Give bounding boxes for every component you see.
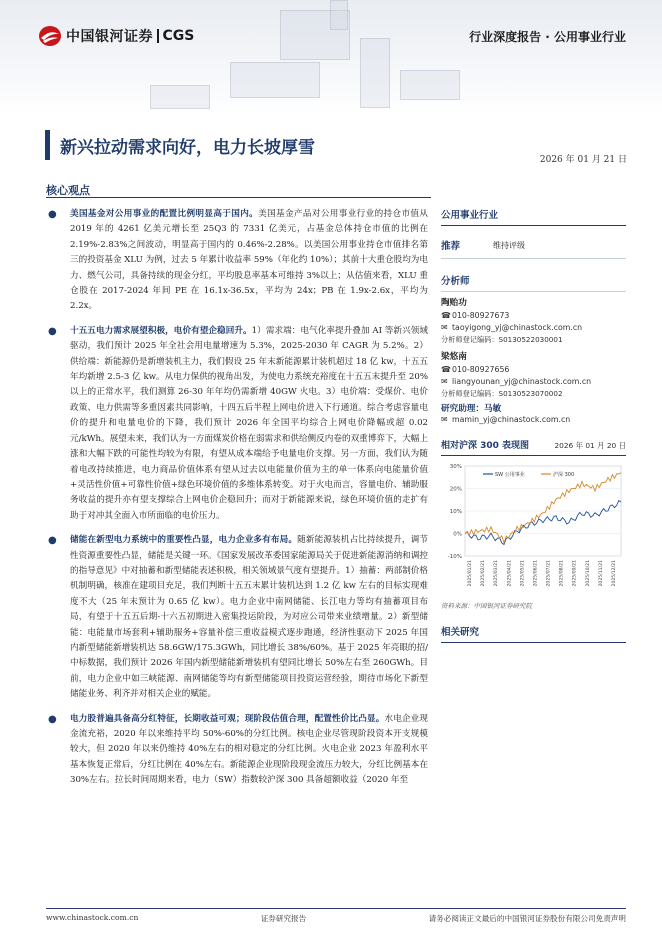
footer [46,913,626,924]
logo-text-cn: 中国银河证券 [66,29,153,45]
x-tick-label: 2025/09/21 [572,560,578,587]
paragraph-dividends [46,712,428,789]
paragraph-body: 随新能源装机占比持续提升，调节性资源重要性凸显，储能是关键一环。《国家发展改革委国家能源局关于促进新能源消纳和调控的指导意见》中对抽蓄和新型储能表述积极，相关领域景气度有望提升。1）抽蓄：两部制价格机制明确，核准在建项目充足，我们判断十五五末累计装机达到 1.2 亿 kw 左右的目标实现难度不大（25 年末预计为 0.65 亿 kw）。电力企业中南网储能、长江电力等均有抽蓄项目布局，有望于十五五后期-十六五初期进入密集投运阶段，为对应公司带来业绩增量。2）新型储能：电能量市场套利+辅助服务+容量补偿三重收益模式逐步跑通，经济性驱动下 2025 年国内新型储能新增装机达 58.6GW/175.3GWh，同比增长 38%/60%。基于 2025 年亮眼的招/中标数据，我们预计 2026 年国内新型储能新增装机有望同比增长 50%左右至 260GWh。目前，电力企业中如三峡能源、南网储能等均有新型储能项目投资运营经验，期待市场化下新型储能业务、利齐并对相关企业的赋能。 [70,535,429,700]
performance-chart [441,460,626,595]
rating-label: 推荐 [441,241,461,252]
page-title: 新兴拉动需求向好，电力长坡厚雪 [60,138,315,158]
chart-date: 2026 年 01 月 20 日 [554,441,626,450]
footer-center: 证券研究报告 [260,914,307,923]
logo-mark-icon [38,25,62,47]
email-icon: ✉ [441,415,448,424]
paragraph-demand-outlook [46,324,428,524]
logo-divider [157,29,159,43]
analyst-phone: 010-80927656 [452,365,510,374]
x-tick-label: 2025/11/21 [598,560,604,587]
y-tick-label: 10% [449,509,462,515]
phone-icon: ☎ [441,365,451,374]
analyst-phone-row [441,310,626,322]
x-tick-label: 2025/06/21 [533,560,539,587]
email-icon: ✉ [441,323,448,332]
x-tick-label: 2025/08/21 [559,560,565,587]
footer-disclaimer: 请务必阅读正文最后的中国银河证券股份有限公司免责声明 [428,914,626,923]
analyst-phone-row [441,364,626,376]
footer-divider [46,908,626,909]
analyst-email-row [441,322,626,334]
analyst-email[interactable]: taoyigong_yj@chinastock.com.cn [452,323,583,332]
series-line [465,501,621,545]
x-tick-label: 2025/05/21 [520,560,526,587]
bullet-icon: ● [48,325,57,337]
core-views-divider [46,197,431,198]
paragraph-lead: 美国基金对公用事业的配置比例明显高于国内。 [70,209,259,219]
main-column [46,207,428,798]
y-tick-label: -10% [447,554,462,560]
paragraph-body: 美国基金产品对公用事业行业的持仓市值从 2019 年的 4261 亿美元增长至 25Q3 的 7331 亿美元，占基金总体持仓市值的比例在 2.19%-2.83%之间波动，明显高于国内的 0.46%-2.28%。以美国公用事业持仓市值排名第三的投资基金 XLU 为例，过去 5 年累计收益率 59%（年化约 10%）；其前十大重仓股均为电力、燃气公司，具备持续的现金分红，平均股息率基本可维持 3%以上；从估值来看，XLU 重仓股在 2017-2024 年间 PE 在 16.1x-36.5x，平均为 24x；PB 在 1.9x-2.6x，平均为 2.2x。 [70,209,428,312]
series-line [465,473,621,543]
paragraph-body: 水电企业现金流充裕，2020 年以来维持平均 50%-60%的分红比例。核电企业尽管现阶段资本开支规模较大，但 2020 年以来仍维持 40%左右的相对稳定的分红比例。火电企业 2023 年盈利水平基本恢复正常后，分红比例在 40%左右。新能源企业现阶段现金流压力较大，分红比例基本在 30%左右。拉长时间周期来看，电力（SW）指数较沪深 300 具备超额收益（2020 年至 [70,713,428,786]
title-accent-bar [45,130,50,160]
sidebar [441,207,626,643]
y-tick-label: 0% [453,531,462,538]
report-type: 行业深度报告 · 公用事业行业 [469,30,626,44]
rating-value: 维持评级 [493,240,525,250]
paragraph-energy-storage [46,533,428,702]
paragraph-body: 1）需求端：电气化率提升叠加 AI 等新兴领域驱动，我们预计 2025 年全社会用电量增速为 5.3%，2025-2030 年 CAGR 为 5.2%。2）供给端：新能源仍是新增装机主力，我们假设 25 年末新能源累计装机超过 18 亿 kw，十五五年均新增 2.5-3 亿 kw。从电力保供的视角出发，为使电力系统充裕度在十五五末提升至 20%以上的正常水平，我们测算 26-30 年年均仍需新增 40GW 火电。3）电价端：受煤价、电价政策、电力供需等多重因素共同影响，十四五后半程上网电价进入下行通道。综合考虑容量电价的提升和电量电价的下降，我们预计 2026 年全国平均综合上网电价降幅或超 0.02 元/kWh。展望未来，我们认为一方面煤炭价格在弱需求和供给侧反内卷的双重博弈下，大幅上涨和大幅下跌的可能性均较为有限，有望从成本端给予电量电价支撑。另一方面，我们认为随着电改持续推进，电力商品价值体系有望从过去以电能量价值为主的单一体系向电能量价值+灵活性价值+可靠性价值+绿色环境价值的多维体系转变。对于火电而言，容量电价、辅助服务收益的提升亦有望支撑综合上网电价企稳回升；而对于新能源来说，绿色环境价值的走扩有助于对冲其全面入市所面临的电价压力。 [70,325,428,521]
assistant-email[interactable]: mamin_yj@chinastock.com.cn [452,415,571,424]
legend-label: SW 公用事业 [495,472,525,478]
y-tick-label: 20% [449,486,462,493]
chart-source: 资料来源：中国银河证券研究院 [441,602,532,610]
analyst-cert: 分析师登记编码：S0130522030001 [441,335,563,344]
email-icon: ✉ [441,377,448,386]
analyst-email[interactable]: liangyounan_yj@chinastock.com.cn [452,377,592,386]
analyst-name: 陶贻功 [441,298,467,308]
related-research-heading: 相关研究 [441,624,626,643]
x-tick-label: 2025/01/21 [468,560,473,587]
legend-label: 沪深 300 [553,472,575,478]
x-tick-label: 2025/02/21 [481,560,487,587]
y-tick-label: 30% [449,464,462,470]
analyst-heading: 分析师 [441,273,626,292]
x-tick-label: 2025/07/21 [546,560,552,587]
phone-icon: ☎ [441,311,451,320]
paragraph-lead: 十五五电力需求展望积极，电价有望企稳回升。 [70,325,252,336]
core-views-heading: 核心观点 [46,184,90,197]
assistant-email-row [441,414,626,426]
bullet-icon: ● [48,209,57,220]
header-band [0,0,662,115]
x-tick-label: 2025/10/21 [585,560,591,587]
chart-header [441,438,626,456]
paragraph-us-funds [46,207,428,315]
x-tick-label: 2025/04/21 [507,560,513,587]
analyst-name: 梁悠南 [441,352,467,362]
x-tick-label: 2025/03/21 [494,560,500,587]
paragraph-lead: 电力股普遍具备高分红特征，长期收益可观；现阶段估值合理，配置性价比凸显。 [70,713,385,724]
analyst-phone: 010-80927673 [452,311,510,320]
x-tick-label: 2025/12/21 [612,560,617,587]
analyst-card [441,296,626,346]
report-date: 2026 年 01 月 21 日 [539,155,627,165]
analyst-cert: 分析师登记编码：S0130523070002 [441,389,563,398]
bullet-icon: ● [48,713,57,725]
bullet-icon: ● [48,535,57,547]
logo-text-en: CGS [162,28,195,44]
research-assistant: 研究助理：马敏 [441,404,502,414]
footer-website[interactable]: www.chinastock.com.cn [46,913,139,922]
chart-title: 相对沪深 300 表现图 [441,441,530,451]
paragraph-lead: 储能在新型电力系统中的重要性凸显，电力企业多有布局。 [70,535,298,546]
analyst-card [441,350,626,400]
rating-row [441,238,626,259]
analyst-email-row [441,376,626,388]
industry-heading: 公用事业行业 [441,207,626,226]
company-logo [38,25,194,47]
